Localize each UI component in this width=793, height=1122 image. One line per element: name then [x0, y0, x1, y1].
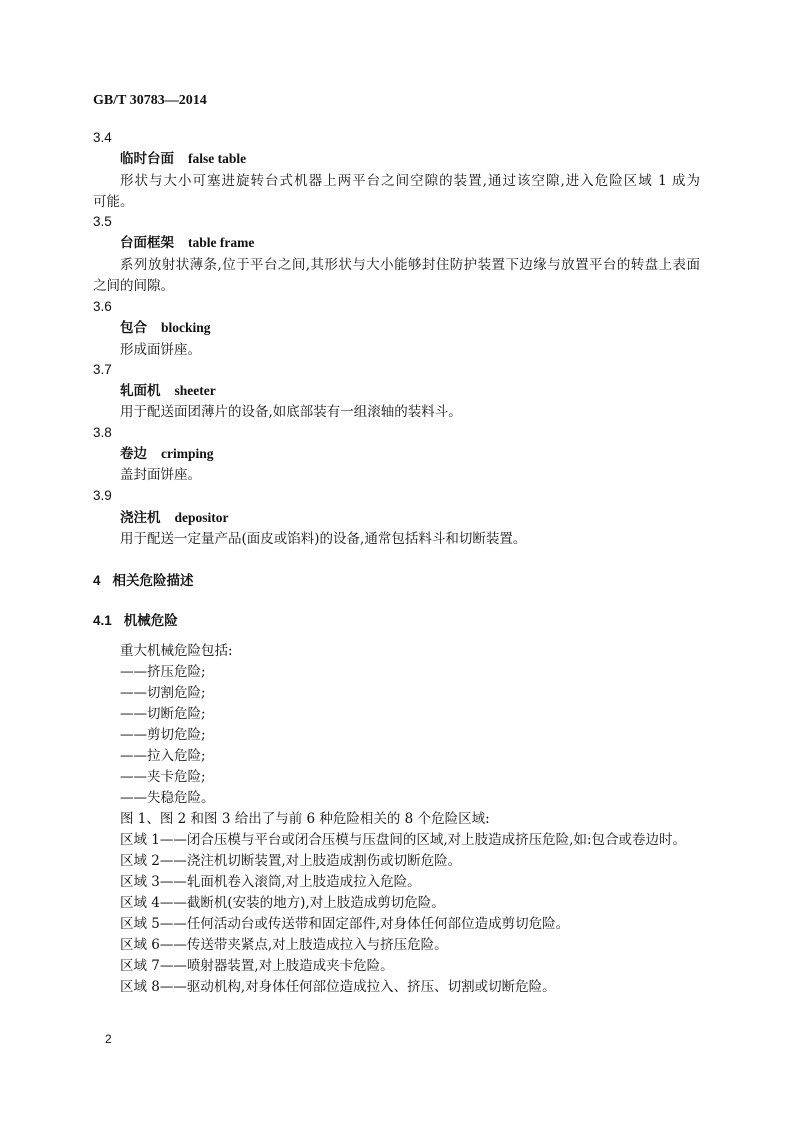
zone-item: 区域 3——轧面机卷入滚筒,对上肢造成拉入危险。: [120, 874, 421, 890]
zone-item: 区域 6——传送带夹紧点,对上肢造成拉入与挤压危险。: [120, 937, 448, 953]
term-number: 3.5: [93, 214, 112, 229]
term-en: table frame: [188, 235, 255, 250]
document-code: GB/T 30783—2014: [93, 93, 207, 108]
term-definition-cont: 之间的间隙。: [93, 278, 174, 294]
hazard-item: ——失稳危险。: [120, 790, 215, 806]
term-definition: 盖封面饼座。: [120, 467, 201, 483]
term-zh: 轧面机: [120, 383, 161, 399]
term-heading: [120, 445, 214, 463]
term-number: 3.9: [93, 488, 112, 503]
term-number: 3.4: [93, 130, 112, 145]
zone-item: 区域 8——驱动机构,对身体任何部位造成拉入、挤压、切割或切断危险。: [120, 979, 556, 995]
term-heading: [120, 150, 246, 168]
hazards-intro: 重大机械危险包括:: [120, 643, 233, 659]
hazard-item: ——剪切危险;: [120, 727, 206, 743]
term-zh: 浇注机: [120, 510, 161, 526]
section-heading: [93, 572, 194, 590]
term-en: depositor: [174, 510, 229, 525]
zone-item: 区域 1——闭合压模与平台或闭合压模与压盘间的区域,对上肢造成挤压危险,如:包合或卷边时。: [120, 832, 687, 848]
term-number: 3.6: [93, 299, 112, 314]
term-en: false table: [188, 151, 247, 166]
term-zh: 包合: [120, 320, 147, 336]
hazard-item: ——拉入危险;: [120, 748, 206, 764]
term-number: 3.7: [93, 362, 112, 377]
term-heading: [120, 319, 211, 337]
term-heading: [120, 509, 229, 527]
hazard-item: ——切割危险;: [120, 685, 206, 701]
term-en: crimping: [161, 446, 214, 461]
term-definition: 形状与大小可塞进旋转台式机器上两平台之间空隙的装置,通过该空隙,进入危险区域 1 成为: [120, 173, 700, 189]
term-definition: 用于配送面团薄片的设备,如底部装有一组滚轴的装料斗。: [120, 404, 462, 420]
term-en: blocking: [161, 320, 211, 335]
term-heading: [120, 234, 254, 252]
term-en: sheeter: [174, 383, 216, 398]
term-definition: 用于配送一定量产品(面皮或馅料)的设备,通常包括料斗和切断装置。: [120, 531, 527, 547]
zone-item: 区域 5——任何活动台或传送带和固定部件,对身体任何部位造成剪切危险。: [120, 916, 570, 932]
subsection-title: 机械危险: [123, 613, 178, 629]
subsection-number: 4.1: [93, 613, 112, 628]
subsection-heading: [93, 612, 178, 630]
term-definition-cont: 可能。: [93, 194, 134, 210]
term-zh: 台面框架: [120, 235, 174, 251]
term-definition: 系列放射状薄条,位于平台之间,其形状与大小能够封住防护装置下边缘与放置平台的转盘上表面: [120, 257, 700, 273]
term-heading: [120, 382, 216, 400]
hazard-item: ——切断危险;: [120, 706, 206, 722]
zone-item: 区域 2——浇注机切断装置,对上肢造成割伤或切断危险。: [120, 853, 462, 869]
section-title: 相关危险描述: [112, 573, 194, 589]
hazard-item: ——挤压危险;: [120, 664, 206, 680]
term-number: 3.8: [93, 425, 112, 440]
zones-intro: 图 1、图 2 和图 3 给出了与前 6 种危险相关的 8 个危险区域:: [120, 811, 490, 827]
term-zh: 卷边: [120, 446, 147, 462]
zone-item: 区域 4——截断机(安装的地方),对上肢造成剪切危险。: [120, 895, 445, 911]
term-zh: 临时台面: [120, 151, 174, 167]
page-number: 2: [105, 1032, 112, 1046]
term-definition: 形成面饼座。: [120, 342, 201, 358]
hazard-item: ——夹卡危险;: [120, 769, 206, 785]
section-number: 4: [93, 573, 101, 588]
zone-item: 区域 7——喷射器装置,对上肢造成夹卡危险。: [120, 958, 394, 974]
